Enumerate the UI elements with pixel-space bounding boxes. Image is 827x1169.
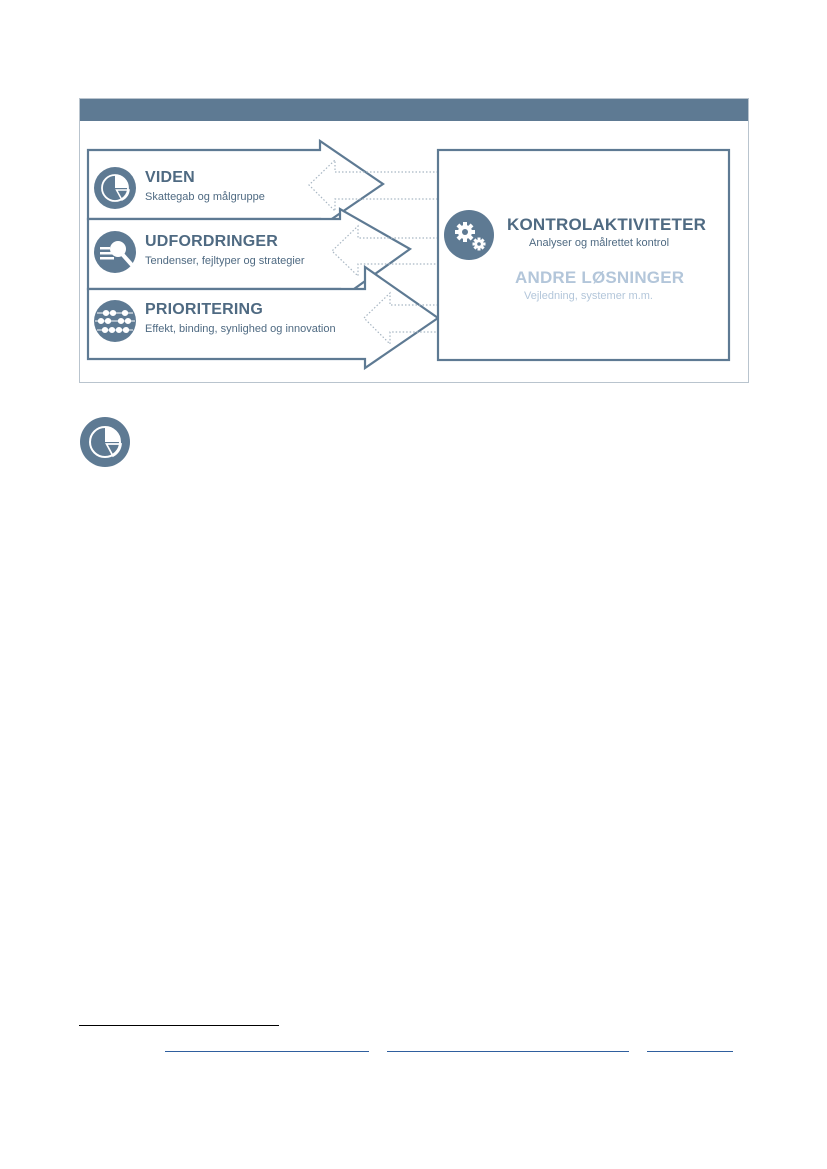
footnote-separator (79, 1025, 279, 1026)
magnifier-icon (94, 231, 136, 273)
input-subtitle-udfordringer: Tendenser, fejltyper og strategier (145, 255, 305, 267)
input-subtitle-prioritering: Effekt, binding, synlighed og innovation (145, 323, 336, 335)
input-subtitle-viden: Skattegab og målgruppe (145, 191, 265, 203)
pie-chart-icon (79, 416, 131, 468)
output-title: KONTROLAKTIVITETER (507, 215, 707, 234)
input-title-viden: VIDEN (145, 169, 195, 186)
footnote-link-2[interactable] (387, 1041, 629, 1052)
gears-icon (444, 210, 494, 260)
output-alt-subtitle: Vejledning, systemer m.m. (524, 290, 653, 302)
input-title-prioritering: PRIORITERING (145, 301, 263, 318)
footnote-link-3[interactable] (647, 1041, 733, 1052)
input-title-udfordringer: UDFORDRINGER (145, 233, 279, 250)
output-subtitle: Analyser og målrettet kontrol (529, 237, 670, 249)
abacus-icon (94, 300, 136, 342)
footnote-link-1[interactable] (165, 1041, 369, 1052)
output-alt-title: ANDRE LØSNINGER (515, 268, 685, 287)
diagram-figure (79, 98, 749, 383)
pie-chart-icon (94, 167, 136, 209)
input-arrow-udfordringer (88, 209, 410, 299)
